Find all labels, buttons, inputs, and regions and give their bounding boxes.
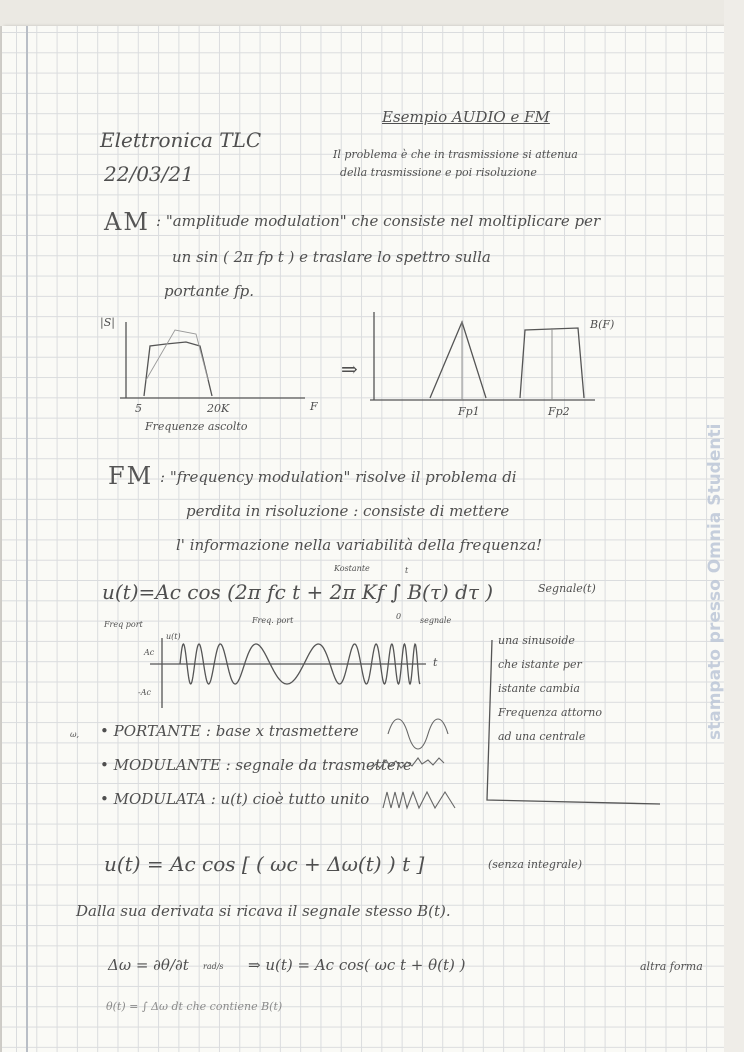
fm-text-line1: : "frequency modulation" risolve il problema di [160,468,517,486]
wave-xlabel: t [433,656,438,669]
definitions-side-mark: ω, [70,730,80,739]
implies-arrow: ⇒ [341,357,358,381]
print-shop-watermark: stampato presso Omnia Studenti [705,423,725,740]
modulata-doodle [383,792,455,808]
left-tick-high: 20K [207,402,230,415]
equation-1-note: (senza integrale) [488,858,583,871]
modulante-doodle [370,758,444,770]
equation-2-right: ⇒ u(t) = Ac cos( ωc t + θ(t) ) [248,956,466,974]
left-ylabel: |S| [100,316,115,329]
subject-label: Elettronica TLC [100,128,262,152]
fm-formula: u(t)=Ac cos (2π fc t + 2π Kf ∫ B(τ) dτ ) [102,580,494,604]
formula-right-note: Segnale(t) [538,582,596,595]
formula-left-note: Freq port [104,620,143,629]
wave-amp-positive: Ac [144,648,155,657]
fm-text-line2: perdita in risoluzione : consiste di mettere [186,502,510,520]
page-title: Esempio AUDIO e FM [382,108,550,126]
boxed-note-line: che istante per [498,658,582,671]
definition-modulante: • MODULANTE : segnale da trasmettere [100,756,412,774]
am-heading: AM [104,208,150,236]
integral-lower-limit: 0 [396,612,402,621]
boxed-note-line: istante cambia [498,682,580,695]
definition-portante: • PORTANTE : base x trasmettere [100,722,359,740]
wave-amp-negative: -Ac [138,688,151,697]
left-caption: Frequenze ascolto [145,420,248,433]
left-tick-low: 5 [135,402,142,415]
header-note-line1: Il problema è che in trasmissione si attenua [333,148,578,161]
equation-3: θ(t) = ∫ Δω dt che contiene B(t) [106,1000,283,1013]
fp1-label: Fp1 [458,405,480,418]
under-fc-note: Freq. port [252,616,294,625]
definition-modulata: • MODULATA : u(t) cioè tutto unito [100,790,370,808]
am-text-line2: un sin ( 2π fp t ) e traslare lo spettro sulla [172,248,491,266]
boxed-note-line: ad una centrale [498,730,586,743]
am-text-line1: : "amplitude modulation" che consiste nel moltiplicare per [156,212,601,230]
header-note-line2: della trasmissione e poi risoluzione [340,166,537,179]
date-label: 22/03/21 [104,162,194,186]
under-integral-note: segnale [420,616,452,625]
formula-upper-note: Kostante [334,564,370,573]
left-xlabel: F [310,400,318,413]
fp2-label: Fp2 [548,405,570,418]
equation-2-left: Δω = ∂θ/∂t [108,956,189,974]
equation-2-unit: rad/s [203,962,224,971]
wave-ylabel: u(t) [166,632,181,641]
right-curve-label: B(F) [590,318,615,331]
integral-upper-limit: t [405,566,409,575]
equation-1: u(t) = Ac cos [ ( ωc + Δω(t) ) t ] [104,852,425,876]
boxed-note-line: Frequenza attorno [498,706,602,719]
boxed-note-line: una sinusoide [498,634,575,647]
equation-2-note: altra forma [640,960,703,973]
fm-heading: FM [108,462,154,490]
fm-text-line3: l' informazione nella variabilità della frequenza! [176,536,543,554]
am-text-line3: portante fp. [164,282,255,300]
portante-doodle [388,719,448,749]
derivative-sentence: Dalla sua derivata si ricava il segnale stesso B(t). [76,902,451,920]
